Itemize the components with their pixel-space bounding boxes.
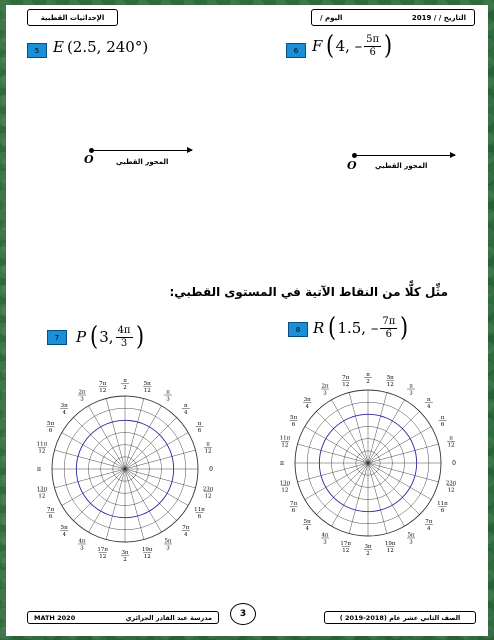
problem-number-8: 8 (288, 322, 308, 337)
polar-angle-label: 4π (321, 532, 329, 539)
polar-angle-label: 2π (321, 383, 329, 390)
polar-ray (125, 469, 162, 532)
polar-angle-label: 7π (425, 518, 433, 525)
polar-angle-label: 13π (36, 486, 48, 493)
polar-angle-label: 17π (340, 541, 352, 548)
page-title: الإحداثيات القطبية (40, 13, 105, 22)
point-p-expression: P ( 3, $\frac{4\pi}{3}$ ) (76, 322, 144, 352)
polar-angle-label: π (37, 466, 41, 473)
polar-angle-label: 12 (342, 548, 350, 555)
polar-angle-label: 3π (121, 550, 129, 556)
polar-angle-label: 12 (204, 448, 212, 455)
polar-ray (305, 463, 368, 500)
polar-angle-label: 19π (384, 541, 396, 548)
polar-angle-label: 7π (342, 374, 350, 381)
polar-angle-label: 12 (386, 548, 394, 555)
polar-ray (368, 463, 431, 500)
polar-angle-label: 3 (409, 390, 413, 397)
point-f-expression: F ( 4, – $\frac{5\pi}{6}$ ) (312, 31, 393, 61)
problem-number-7: 7 (47, 330, 67, 345)
polar-angle-label: 13π (279, 480, 291, 487)
polar-angle-label: π (206, 441, 210, 448)
polar-ray (89, 469, 126, 532)
polar-ray (368, 411, 420, 463)
page-number: 3 (230, 603, 256, 625)
polar-ray (73, 469, 125, 521)
polar-angle-label: 2 (123, 557, 127, 563)
polar-angle-label: π (366, 372, 370, 378)
polar-angle-label: 12 (447, 442, 455, 449)
subject-label: MATH 2020 (34, 613, 76, 622)
polar-ray (368, 463, 405, 526)
date-field: التاريخ 2019 / / (411, 13, 466, 22)
polar-angle-label: 4 (427, 404, 431, 411)
polar-angle-label: 6 (197, 514, 202, 520)
polar-angle-label: 12 (38, 493, 46, 500)
point-r-expression: R ( 1.5, – $\frac{7\pi}{6}$ ) (313, 313, 409, 343)
origin-label: O (347, 159, 357, 172)
polar-angle-label: 4π (78, 538, 86, 545)
polar-angle-label: 11π (279, 435, 291, 442)
polar-angle-label: 3 (323, 390, 327, 397)
polar-angle-label: 5π (303, 518, 311, 525)
polar-angle-label: 2π (78, 389, 86, 396)
polar-angle-label: 3π (60, 403, 68, 410)
polar-angle-label: 4 (305, 525, 309, 532)
polar-angle-label: π (440, 415, 445, 421)
polar-ray (368, 400, 405, 463)
polar-angle-label: π (409, 383, 413, 390)
polar-angle-label: 5π (46, 421, 55, 427)
polar-angle-label: 12 (386, 381, 394, 388)
polar-angle-label: 6 (48, 428, 53, 434)
polar-ray (305, 427, 368, 464)
polar-angle-label: 5π (164, 538, 172, 545)
polar-grid-right (268, 363, 468, 563)
day-field: اليوم / (320, 13, 343, 22)
polar-angle-label: 3 (166, 396, 170, 403)
polar-angle-label: 7π (289, 501, 298, 507)
polar-angle-label: 12 (143, 387, 151, 394)
polar-angle-label: 4 (62, 531, 66, 538)
polar-grid-left (25, 369, 225, 569)
polar-ray (332, 463, 369, 526)
polar-ray (125, 469, 188, 506)
polar-angle-label: π (183, 403, 188, 410)
polar-ray (332, 400, 369, 463)
polar-angle-label: 3 (409, 539, 413, 546)
polar-ray (62, 469, 125, 506)
polar-angle-label: 12 (281, 442, 289, 449)
polar-ray (316, 411, 368, 463)
polar-angle-label: 11π (194, 507, 205, 513)
polar-angle-label: 11π (36, 441, 48, 448)
point-e-expression: E (2.5, 240°) (53, 38, 149, 56)
polar-angle-label: 5π (289, 415, 298, 421)
polar-ray (316, 463, 368, 515)
polar-angle-label: 0 (452, 460, 456, 467)
problem-number-5: 5 (27, 43, 47, 58)
polar-ray (89, 406, 126, 469)
polar-angle-label: 6 (48, 514, 53, 520)
polar-angle-label: 3 (323, 539, 327, 546)
polar-angle-label: 3 (80, 545, 84, 552)
polar-angle-label: 7π (182, 524, 190, 531)
polar-angle-label: 12 (447, 487, 455, 494)
polar-angle-label: 2 (366, 551, 370, 557)
grade-label: الصف الثاني عشر عام (2018-2019 ) (339, 613, 461, 622)
polar-angle-label: π (166, 389, 170, 396)
date-box (311, 9, 475, 26)
polar-ray (62, 433, 125, 470)
polar-angle-label: 17π (97, 547, 109, 554)
polar-angle-label: 7π (46, 507, 55, 513)
polar-angle-label: 4 (427, 525, 431, 532)
polar-axis-label: المحور القطبي (116, 158, 169, 166)
polar-angle-label: π (426, 397, 431, 404)
polar-angle-label: 2 (366, 379, 370, 385)
polar-angle-label: 5π (60, 524, 68, 531)
polar-axis-label: المحور القطبي (375, 162, 428, 170)
polar-angle-label: 12 (38, 448, 46, 455)
polar-angle-label: π (197, 421, 202, 427)
polar-angle-label: 4 (184, 410, 188, 417)
problem-number-6: 6 (286, 43, 306, 58)
title-box (27, 9, 118, 26)
polar-angle-label: π (449, 435, 453, 442)
instruction-text: مثِّل كلًّا من النقاط الآتية في المستوى القطبي: (169, 285, 448, 299)
polar-angle-label: 12 (281, 487, 289, 494)
polar-angle-label: 4 (305, 404, 309, 411)
polar-angle-label: π (280, 460, 284, 467)
polar-angle-label: 12 (342, 381, 350, 388)
polar-angle-label: 5π (407, 532, 415, 539)
school-name: مدرسة عبد القادر الجزائري (125, 613, 212, 622)
polar-angle-label: 23π (445, 480, 457, 487)
polar-ray (368, 463, 420, 515)
polar-angle-label: 6 (440, 422, 445, 428)
polar-ray (368, 427, 431, 464)
polar-angle-label: 6 (197, 428, 202, 434)
polar-angle-label: 3π (364, 544, 372, 550)
footer-grade-box (324, 611, 476, 624)
polar-angle-label: 23π (202, 486, 214, 493)
polar-angle-label: 11π (437, 501, 448, 507)
polar-angle-label: 12 (204, 493, 212, 500)
polar-angle-label: 4 (62, 410, 66, 417)
footer-school-box (27, 611, 219, 624)
polar-angle-label: 5π (143, 380, 151, 387)
polar-angle-label: 19π (141, 547, 153, 554)
polar-angle-label: 6 (291, 508, 296, 514)
polar-axis-line (355, 155, 455, 156)
polar-angle-label: 0 (209, 466, 213, 473)
polar-angle-label: 2 (123, 385, 127, 391)
polar-axis-line (92, 150, 192, 151)
polar-angle-label: 6 (440, 508, 445, 514)
polar-angle-label: π (123, 378, 127, 384)
polar-angle-label: 6 (291, 422, 296, 428)
polar-ray (125, 469, 177, 521)
polar-angle-label: 7π (99, 380, 107, 387)
polar-angle-label: 3 (80, 396, 84, 403)
polar-angle-label: 5π (386, 374, 394, 381)
polar-ray (125, 433, 188, 470)
polar-angle-label: 3π (303, 397, 311, 404)
origin-label: O (84, 153, 94, 166)
worksheet-page (6, 5, 488, 636)
polar-ray (73, 417, 125, 469)
polar-angle-label: 4 (184, 531, 188, 538)
polar-ray (125, 406, 162, 469)
polar-angle-label: 12 (99, 387, 107, 394)
polar-angle-label: 12 (99, 554, 107, 561)
polar-angle-label: 3 (166, 545, 170, 552)
polar-angle-label: 12 (143, 554, 151, 561)
polar-ray (125, 417, 177, 469)
